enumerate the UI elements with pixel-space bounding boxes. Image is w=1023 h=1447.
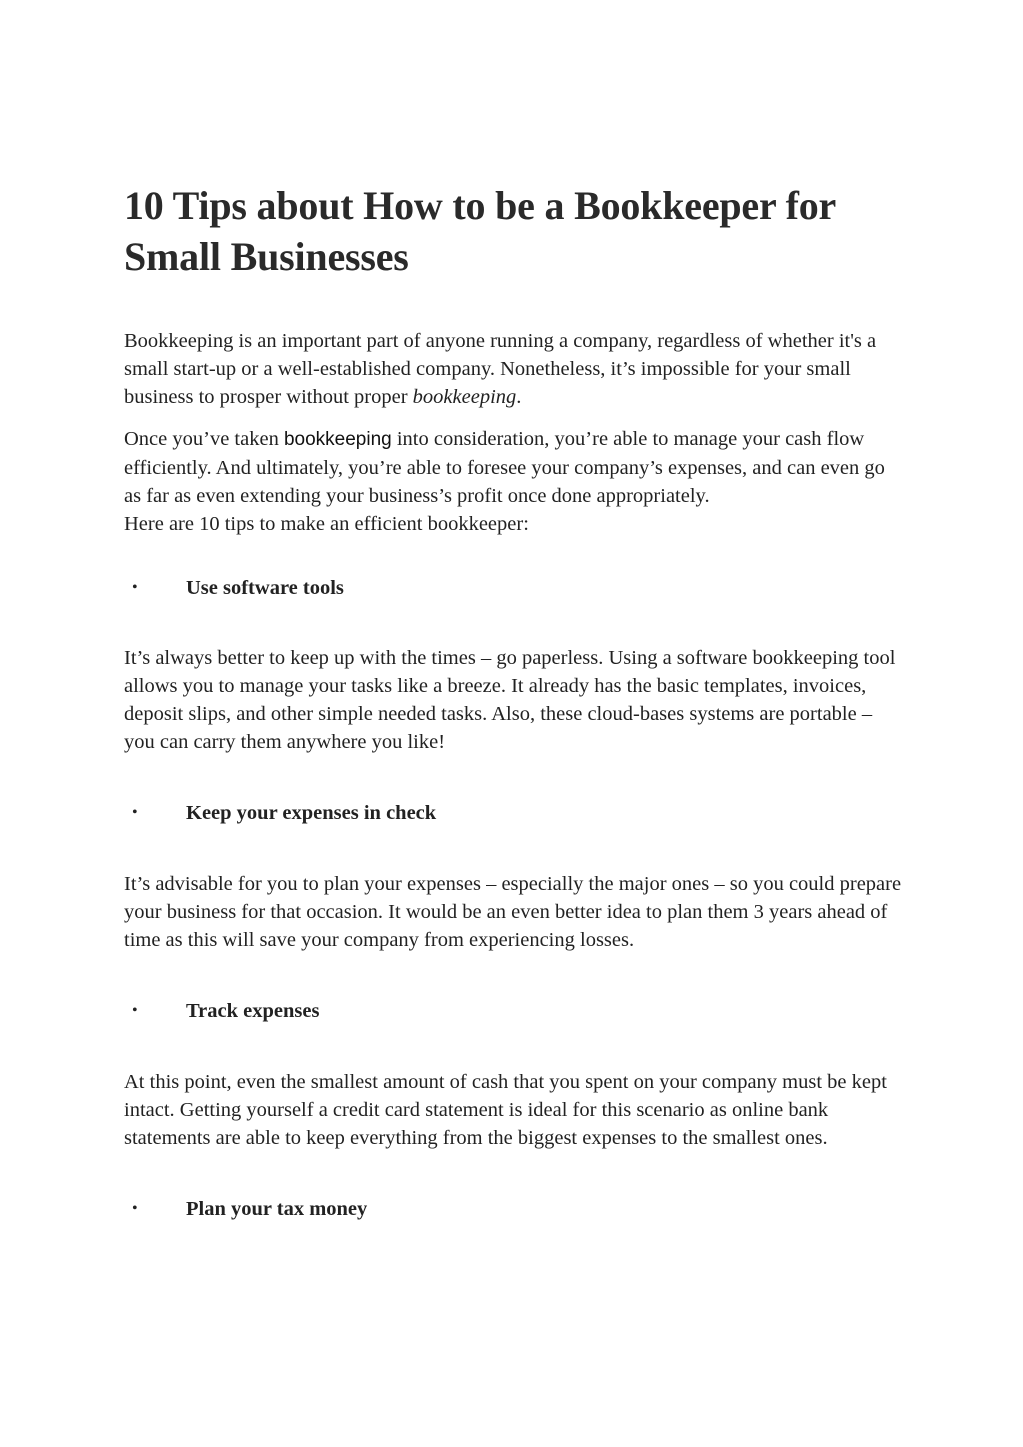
tip-body-3: At this point, even the smallest amount of cash that you spent on your company must be kept intact. Getting yourself a credit card statement is ideal for this scenario as online bank statements are able to keep everything from the biggest expenses to the smallest ones.: [124, 1071, 887, 1149]
tip-body-1: It’s always better to keep up with the times – go paperless. Using a software bookkeeping tool allows you to manage your tasks like a breeze. It already has the basic templates, invoices, deposit slips, and other simple needed tasks. Also, these cloud-bases systems are portable – you can carry them anywhere you like!: [124, 647, 896, 753]
document-page: [124, 180, 904, 1223]
intro-emphasis: bookkeeping: [412, 386, 517, 408]
intro-paragraph-2-before: Once you’ve taken: [124, 428, 284, 450]
tip-heading-3-text: Track expenses: [186, 1000, 320, 1022]
intro-paragraph-1-end: .: [516, 386, 522, 408]
tip-heading-2: [124, 799, 904, 827]
tip-body-2: It’s advisable for you to plan your expenses – especially the major ones – so you could prepare your business for that occasion. It would be an even better idea to plan them 3 years ahead of time as this will save your company from experiencing losses.: [124, 873, 902, 951]
tip-heading-2-text: Keep your expenses in check: [186, 802, 437, 824]
tip-heading-4-text: Plan your tax money: [186, 1198, 368, 1220]
tip-heading-4: [124, 1195, 904, 1223]
bookkeeping-link[interactable]: bookkeeping: [283, 429, 392, 450]
bullet-icon: •: [132, 804, 138, 821]
intro-paragraph-1-text: Bookkeeping is an important part of anyone running a company, regardless of whether it's a small start-up or a well-established company. Nonetheless, it’s impossible for your small business to prosper without proper: [124, 330, 877, 408]
intro-paragraph-1: [124, 327, 904, 411]
intro-paragraph-2: [124, 425, 904, 538]
intro-paragraph-2-after: into consideration, you’re able to manage your cash flow efficiently. And ultimately, you’re able to foresee your company’s expenses, and can even go as far as even extending your business’s profit once done appropriately.: [124, 428, 885, 507]
bullet-icon: •: [132, 1002, 138, 1019]
tip-heading-1: [124, 574, 904, 602]
bullet-icon: •: [132, 579, 138, 596]
tip-heading-3: [124, 997, 904, 1025]
tip-heading-1-text: Use software tools: [186, 577, 344, 599]
intro-paragraph-2-line2: Here are 10 tips to make an efficient bookkeeper:: [124, 513, 529, 535]
page-title: 10 Tips about How to be a Bookkeeper for Small Businesses: [124, 183, 836, 279]
bullet-icon: •: [132, 1200, 138, 1217]
